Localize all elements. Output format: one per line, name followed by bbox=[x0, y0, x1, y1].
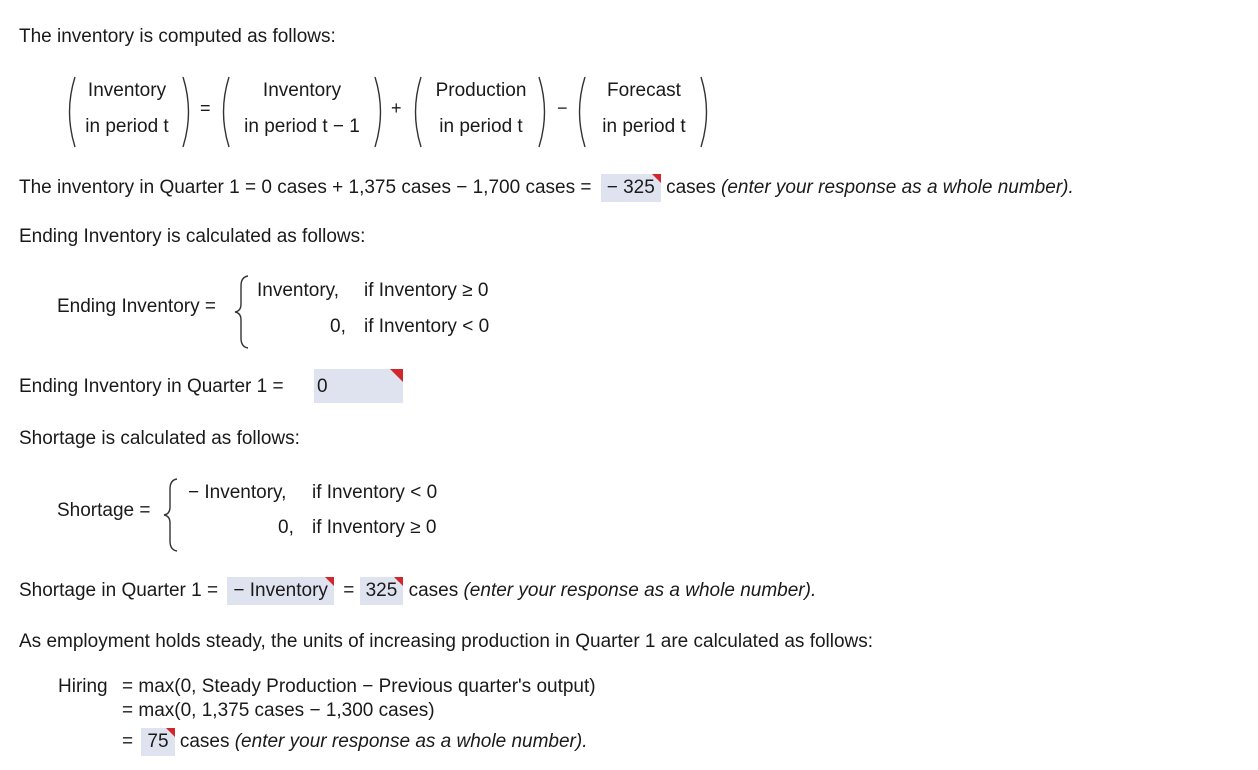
equals-sign: = bbox=[122, 731, 134, 752]
incorrect-flag-icon bbox=[390, 369, 403, 382]
left-brace bbox=[161, 477, 181, 553]
term2-line1: Inventory bbox=[262, 80, 342, 101]
shortage-formula-answer[interactable] bbox=[227, 577, 334, 605]
term1-line1: Inventory bbox=[87, 80, 167, 101]
shortage-def-label: Shortage = bbox=[57, 500, 151, 521]
ending-case1-cond: if Inventory ≥ 0 bbox=[364, 280, 489, 301]
q1-inventory-line bbox=[19, 174, 1074, 202]
answer-hint: (enter your response as a whole number). bbox=[721, 177, 1074, 198]
ending-intro-text: Ending Inventory is calculated as follows: bbox=[19, 226, 366, 247]
intro-text: The inventory is computed as follows: bbox=[19, 26, 336, 47]
term4-line2: in period t bbox=[602, 116, 686, 137]
answer-value: 0 bbox=[317, 376, 328, 397]
answer-value: 75 bbox=[147, 731, 169, 752]
shortage-case2-cond: if Inventory ≥ 0 bbox=[312, 517, 437, 538]
ending-case1-value: Inventory, bbox=[257, 280, 340, 301]
incorrect-flag-icon bbox=[166, 728, 175, 737]
hiring-line3 bbox=[122, 728, 587, 756]
ending-case2-cond: if Inventory < 0 bbox=[364, 316, 490, 337]
equals-sign: = bbox=[343, 580, 355, 601]
right-paren bbox=[176, 75, 198, 149]
ending-case2-value: 0, bbox=[330, 316, 346, 337]
cases-unit: cases bbox=[179, 731, 230, 752]
right-paren bbox=[368, 75, 390, 149]
q1-inventory-text: The inventory in Quarter 1 = 0 cases + 1,375 cases − 1,700 cases = bbox=[19, 177, 592, 198]
shortage-q1-text: Shortage in Quarter 1 = bbox=[19, 580, 219, 601]
plus-sign: + bbox=[391, 98, 402, 118]
answer-value: − Inventory bbox=[233, 580, 328, 601]
term1-line2: in period t bbox=[85, 116, 169, 137]
ending-q1-text: Ending Inventory in Quarter 1 = bbox=[19, 376, 284, 397]
shortage-value-answer[interactable] bbox=[360, 577, 404, 605]
hiring-line2: = max(0, 1,375 cases − 1,300 cases) bbox=[122, 700, 435, 721]
term2-line2: in period t − 1 bbox=[244, 116, 360, 137]
equals-sign: = bbox=[200, 98, 211, 118]
shortage-q1-line bbox=[19, 577, 816, 605]
incorrect-flag-icon bbox=[394, 577, 403, 586]
right-paren bbox=[694, 75, 716, 149]
incorrect-flag-icon bbox=[652, 174, 661, 183]
shortage-case1-cond: if Inventory < 0 bbox=[312, 482, 438, 503]
term4-line1: Forecast bbox=[607, 80, 681, 101]
shortage-intro-text: Shortage is calculated as follows: bbox=[19, 428, 300, 449]
incorrect-flag-icon bbox=[325, 577, 334, 586]
cases-unit: cases bbox=[666, 177, 716, 198]
ending-def-label: Ending Inventory = bbox=[57, 296, 216, 317]
term3-line1: Production bbox=[435, 80, 527, 101]
term3-line2: in period t bbox=[439, 116, 523, 137]
hiring-label: Hiring bbox=[58, 676, 108, 697]
cases-unit: cases bbox=[408, 580, 459, 601]
shortage-case2-value: 0, bbox=[278, 517, 294, 538]
answer-hint: (enter your response as a whole number). bbox=[234, 731, 588, 752]
hiring-intro-text: As employment holds steady, the units of increasing production in Quarter 1 are calculated as follows: bbox=[19, 631, 874, 652]
hiring-line1: = max(0, Steady Production − Previous quarter's output) bbox=[122, 676, 596, 697]
answer-hint: (enter your response as a whole number). bbox=[463, 580, 817, 601]
shortage-case1-value: − Inventory, bbox=[188, 482, 287, 503]
hiring-answer[interactable] bbox=[141, 728, 174, 756]
answer-value: 325 bbox=[365, 580, 398, 601]
q1-inventory-answer[interactable] bbox=[601, 174, 661, 202]
left-brace bbox=[232, 274, 252, 350]
right-paren bbox=[532, 75, 554, 149]
minus-sign: − bbox=[557, 98, 568, 118]
ending-q1-answer[interactable] bbox=[314, 369, 403, 403]
answer-value: − 325 bbox=[606, 177, 655, 198]
